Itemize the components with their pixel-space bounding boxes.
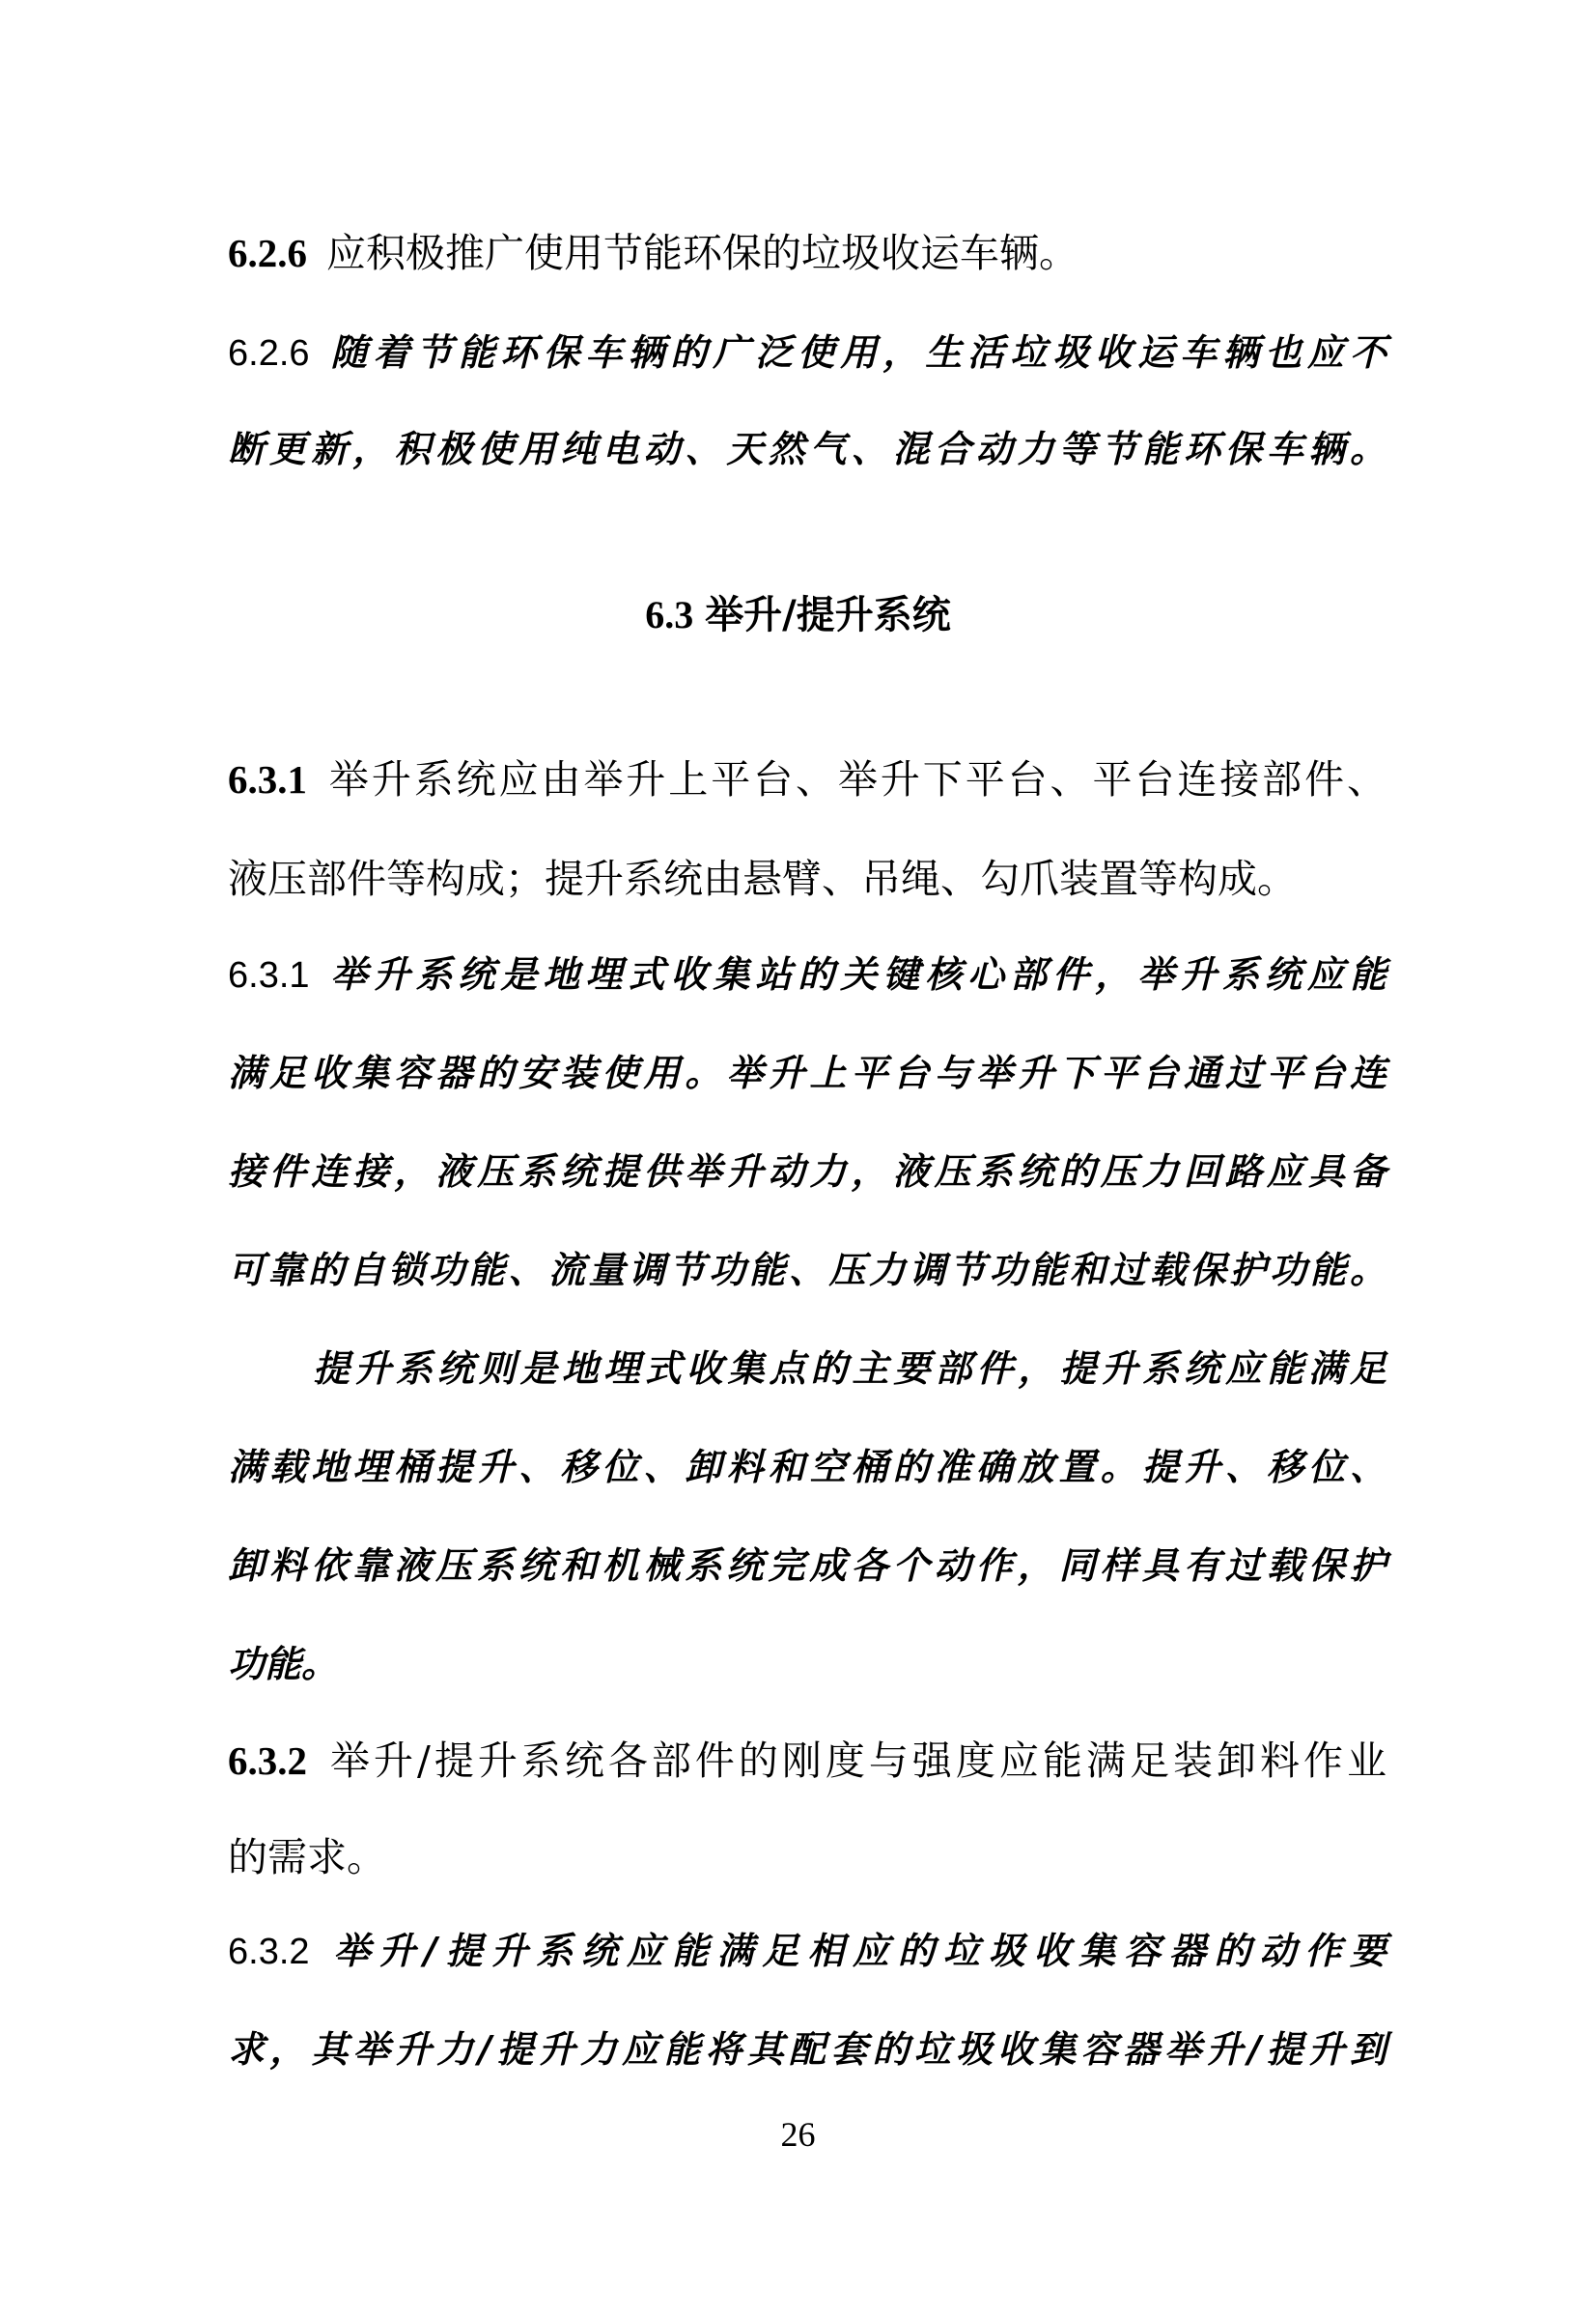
commentary-number: 6.3.1	[228, 955, 310, 996]
commentary-text: 随着节能环保车辆的广泛使用，生活垃圾收运车辆也应不	[324, 331, 1386, 374]
section-title: 举升/提升系统	[705, 593, 951, 637]
commentary-6-3-1-line-3	[228, 1143, 1386, 1200]
section-heading-6-3	[0, 586, 1596, 644]
commentary-number: 6.2.6	[228, 333, 310, 374]
commentary-text: 接件连接，液压系统提供举升动力，液压系统的压力回路应具备	[228, 1150, 1386, 1193]
commentary-6-2-6-line-2	[228, 420, 1386, 478]
commentary-text: 举升系统是地埋式收集站的关键核心部件，举升系统应能	[324, 953, 1386, 996]
clause-6-2-6	[228, 224, 1386, 282]
clause-6-3-1-line-1	[228, 750, 1386, 808]
commentary-6-3-1-line-6	[228, 1438, 1386, 1496]
commentary-text: 提升系统则是地埋式收集点的主要部件，提升系统应能满足	[313, 1347, 1386, 1390]
commentary-text: 满载地埋桶提升、移位、卸料和空桶的准确放置。提升、移位、	[228, 1446, 1386, 1488]
commentary-6-3-2-line-2	[228, 2020, 1386, 2078]
commentary-6-3-1-line-7	[228, 1537, 1386, 1595]
clause-6-3-2-line-2	[228, 1828, 1386, 1886]
clause-text: 举升/提升系统各部件的刚度与强度应能满足装卸料作业	[326, 1737, 1386, 1784]
page-number: 26	[780, 2115, 816, 2154]
clause-text: 的需求。	[228, 1834, 386, 1880]
commentary-text: 功能。	[228, 1643, 339, 1685]
commentary-6-3-1-line-2	[228, 1044, 1386, 1102]
clause-text: 举升系统应由举升上平台、举升下平台、平台连接部件、	[326, 756, 1386, 803]
clause-number: 6.3.2	[228, 1738, 307, 1783]
clause-text: 液压部件等构成；提升系统由悬臂、吊绳、勾爪装置等构成。	[228, 856, 1297, 902]
commentary-6-3-1-line-1	[228, 946, 1386, 1003]
commentary-text: 可靠的自锁功能、流量调节功能、压力调节功能和过载保护功能。	[228, 1249, 1386, 1291]
commentary-6-3-1-line-4	[228, 1241, 1386, 1299]
clause-number: 6.3.1	[228, 757, 307, 802]
section-number: 6.3	[645, 593, 694, 636]
clause-6-3-1-line-2	[228, 850, 1386, 908]
commentary-6-3-1-line-8	[228, 1635, 1386, 1693]
clause-6-3-2-line-1	[228, 1732, 1386, 1790]
clause-number: 6.2.6	[228, 231, 307, 275]
commentary-6-2-6-line-1	[228, 324, 1386, 381]
commentary-number: 6.3.2	[228, 1932, 310, 1972]
commentary-6-3-1-line-5	[313, 1340, 1386, 1398]
commentary-text: 求，其举升力/提升力应能将其配套的垃圾收集容器举升/提升到	[228, 2028, 1386, 2071]
commentary-text: 满足收集容器的安装使用。举升上平台与举升下平台通过平台连	[228, 1052, 1386, 1094]
clause-text: 应积极推广使用节能环保的垃圾收运车辆。	[326, 230, 1078, 276]
commentary-text: 举升/提升系统应能满足相应的垃圾收集容器的动作要	[324, 1930, 1386, 1972]
commentary-6-3-2-line-1	[228, 1922, 1386, 1980]
commentary-text: 卸料依靠液压系统和机械系统完成各个动作，同样具有过载保护	[228, 1544, 1386, 1587]
commentary-text: 断更新，积极使用纯电动、天然气、混合动力等节能环保车辆。	[228, 428, 1386, 470]
